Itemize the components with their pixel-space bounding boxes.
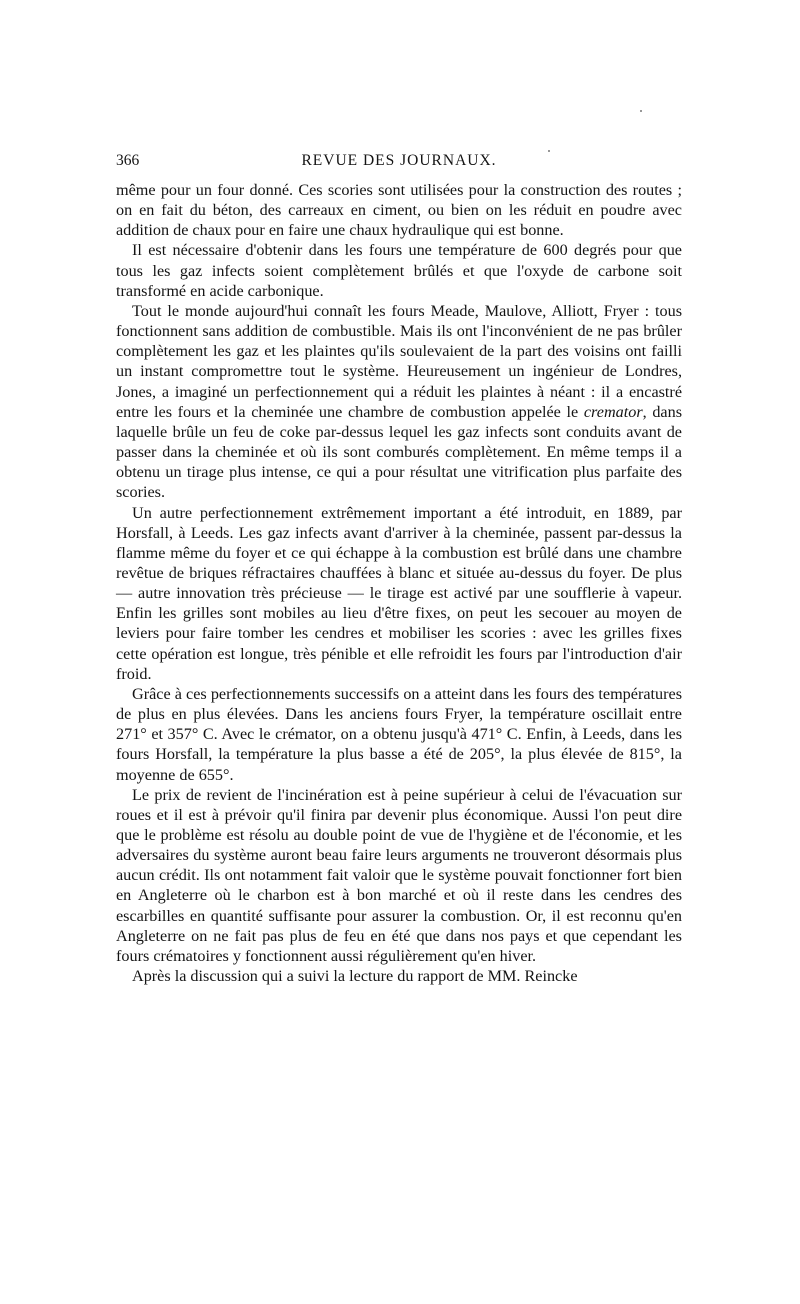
paragraph-prix-de-revient: Le prix de revient de l'incinération est à peine supérieur à celui de l'évacuation sur roues et il est à prévoir qu'il finira par devenir plus économique. Aussi l'on peut dire que le problème est résolu au double point de vue de l'hygiène et de l'économie, et les adversaires du système auront beau faire leurs arguments ne trouveront désormais plus aucun crédit. Ils ont notamment fait valoir que le système pouvait fonctionner fort bien en Angleterre où le charbon est à bon marché et où il reste dans les cendres des escarbilles en quantité suffisante pour assurer la combustion. Or, il est reconnu qu'en Angleterre on ne fait pas plus de feu en été que dans nos pays et que cependant les fours crématoires y fonctionnent aussi régulièrement qu'en hiver. [116,785,682,965]
italic-term-cremator: cremator [583,402,643,421]
page-number: 366 [116,152,140,169]
running-title: REVUE DES JOURNAUX. [301,152,497,169]
paragraph-text: Tout le monde aujourd'hui connaît les fours Meade, Maulove, Alliott, Fryer : tous fonctionnent sans addition de combustible. Mais ils ont l'inconvénient de ne pas brûler complètement les gaz et les plaintes qu'ils soulevaient de la part des voisins ont failli un instant compromettre tout le système. Heureusement un ingénieur de Londres, Jones, a imaginé un perfectionnement qui a réduit les plaintes à néant : il a encastré entre les fours et la cheminée une chambre de combustion appelée le [116,301,682,421]
paragraph-discussion: Après la discussion qui a suivi la lecture du rapport de MM. Reincke [132,967,578,986]
paragraph-horsfall: Un autre perfectionnement extrêmement important a été introduit, en 1889, par Horsfall, à Leeds. Les gaz infects avant d'arriver à la cheminée, passent par-dessus la flamme même du foyer et ce qui échappe à la combustion est brûlé dans une chambre revêtue de briques réfractaires chauffées à blanc et située au-dessus du foyer. De plus — autre innovation très précieuse — le tirage est activé par une soufflerie à vapeur. Enfin les grilles sont mobiles au lieu d'être fixes, on peut les secouer au moyen de leviers pour faire tomber les cendres et mobiliser les scories : avec les grilles fixes cette opération est longue, très pénible et elle refroidit les fours par l'introduction d'air froid. [116,503,682,683]
paragraph-temperatures: Grâce à ces perfectionnements successifs on a atteint dans les fours des températures de plus en plus élevées. Dans les anciens fours Fryer, la température oscillait entre 271° et 357° C. Avec le crémator, on a obtenu jusqu'à 471° C. Enfin, à Leeds, dans les fours Horsfall, la température la plus basse a été de 205°, la plus élevée de 815°, la moyenne de 655°. [116,684,682,784]
journal-page [116,150,682,986]
article-body [116,180,682,986]
paragraph-scories: même pour un four donné. Ces scories sont utilisées pour la construction des routes ; on en fait du béton, des carreaux en ciment, ou bien on les réduit en poudre avec addition de chaux pour en faire une chaux hydraulique qui est bonne. [116,181,682,240]
paragraph-fours-cremator [116,301,682,503]
paragraph-temperature: Il est nécessaire d'obtenir dans les fours une température de 600 degrés pour que tous les gaz infects soient complètement brûlés et que l'oxyde de carbone soit transformé en acide carbonique. [116,241,682,300]
paragraph-text: , dans laquelle brûle un feu de coke par-dessus lequel les gaz infects sont conduits avant de passer dans la cheminée et où ils sont comburés complètement. En même temps il a obtenu un tirage plus intense, ce qui a pour résultat une vitrification plus parfaite des scories. [116,402,682,502]
running-head [116,150,682,172]
scan-speck [640,110,642,112]
scan-speck [548,150,550,152]
